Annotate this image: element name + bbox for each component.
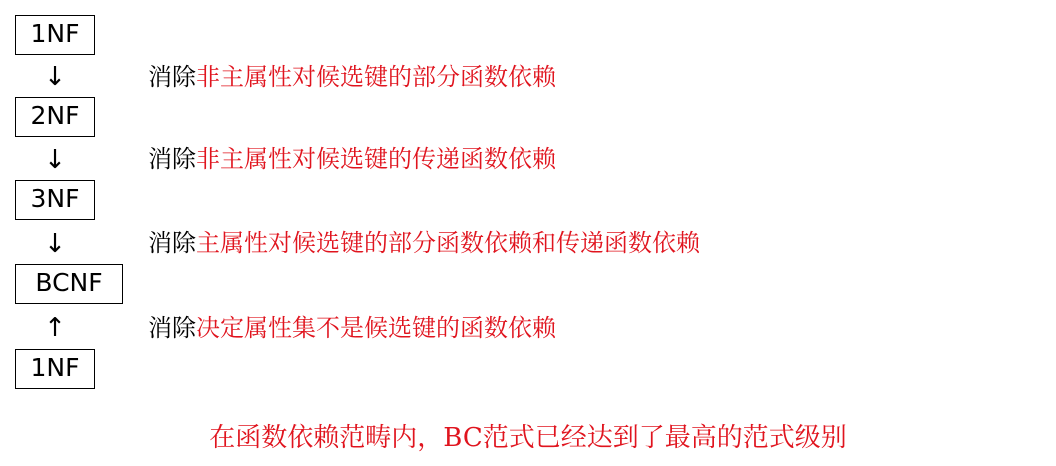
step-description-2 <box>148 144 556 174</box>
step-description-3 <box>148 228 700 258</box>
form-box-3nf: 3NF <box>15 180 95 220</box>
step-highlight: 非主属性对候选键的传递函数依赖 <box>196 145 556 173</box>
step-highlight: 决定属性集不是候选键的函数依赖 <box>196 314 556 342</box>
form-box-1nf-bottom: 1NF <box>15 349 95 389</box>
arrow-down-3nf-bcnf: ↓ <box>44 229 66 259</box>
step-highlight: 非主属性对候选键的部分函数依赖 <box>196 63 556 91</box>
form-box-2nf: 2NF <box>15 97 95 137</box>
step-highlight: 主属性对候选键的部分函数依赖和传递函数依赖 <box>196 229 700 257</box>
form-box-1nf: 1NF <box>15 15 95 55</box>
form-box-bcnf: BCNF <box>15 264 123 304</box>
step-prefix: 消除 <box>148 145 196 173</box>
step-prefix: 消除 <box>148 229 196 257</box>
step-prefix: 消除 <box>148 314 196 342</box>
step-description-1 <box>148 62 556 92</box>
step-prefix: 消除 <box>148 63 196 91</box>
step-description-4 <box>148 313 556 343</box>
conclusion-text: 在函数依赖范畴内，BC范式已经达到了最高的范式级别 <box>209 423 847 453</box>
arrow-up-1nf-bcnf: ↑ <box>44 313 66 343</box>
arrow-down-1nf-2nf: ↓ <box>44 62 66 92</box>
arrow-down-2nf-3nf: ↓ <box>44 145 66 175</box>
